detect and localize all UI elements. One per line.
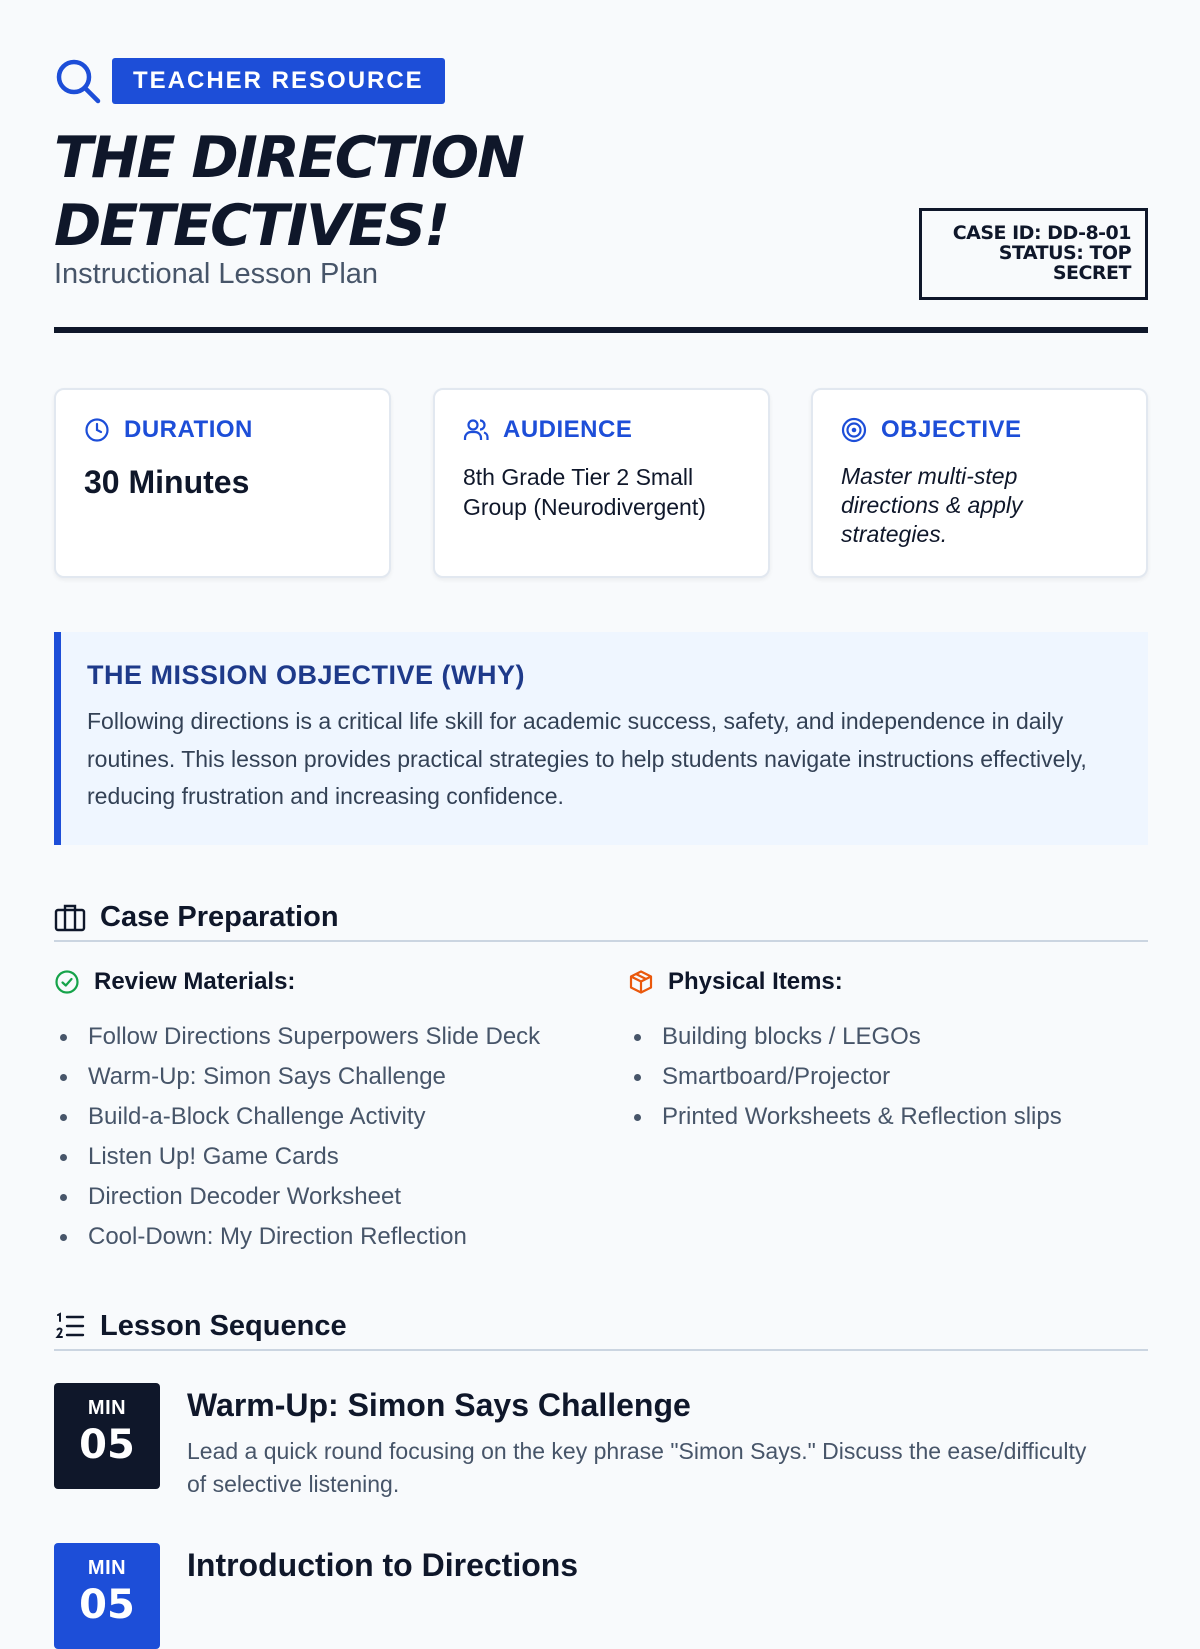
- review-materials-list: [54, 1017, 540, 1257]
- objective-card: [811, 388, 1148, 578]
- case-preparation-title: Case Preparation: [100, 900, 339, 933]
- title-line-1: THE DIRECTION: [54, 125, 523, 191]
- duration-card-header: [84, 416, 361, 444]
- audience-value: 8th Grade Tier 2 Small Group (Neurodivergent): [463, 464, 706, 520]
- list-item: Smartboard/Projector: [628, 1057, 1062, 1097]
- review-materials-heading: [54, 968, 295, 996]
- audience-card-header: [463, 416, 740, 444]
- case-preparation-heading: [54, 894, 1148, 942]
- list-item: Building blocks / LEGOs: [628, 1017, 1062, 1057]
- target-icon: [841, 417, 867, 443]
- mission-objective-callout: [54, 632, 1148, 845]
- physical-items-label: Physical Items:: [668, 968, 843, 995]
- physical-items-heading: [628, 968, 843, 996]
- physical-items-list: [628, 1017, 1062, 1137]
- lesson-sequence-title: Lesson Sequence: [100, 1309, 347, 1342]
- users-icon: [463, 417, 489, 443]
- check-circle-icon: [54, 969, 80, 995]
- box-icon: [628, 969, 654, 995]
- audience-label: AUDIENCE: [503, 416, 633, 443]
- list-item: Listen Up! Game Cards: [54, 1137, 540, 1177]
- list-item: Cool-Down: My Direction Reflection: [54, 1217, 540, 1257]
- review-materials-label: Review Materials:: [94, 968, 296, 995]
- lesson-sequence-heading: [54, 1303, 1148, 1351]
- header-divider: [54, 327, 1148, 333]
- search-icon: [54, 57, 102, 105]
- duration-label: DURATION: [124, 416, 253, 443]
- header-top-row: [54, 57, 445, 105]
- step-description: Lead a quick round focusing on the key phrase "Simon Says." Discuss the ease/difficulty of selective listening.: [187, 1438, 1087, 1497]
- objective-label: OBJECTIVE: [881, 416, 1022, 443]
- page-subtitle: Instructional Lesson Plan: [54, 258, 379, 290]
- mission-heading: THE MISSION OBJECTIVE (WHY): [87, 660, 526, 690]
- step-title: Warm-Up: Simon Says Challenge: [187, 1387, 691, 1423]
- numbered-list-icon: [54, 1310, 86, 1342]
- mission-text: Following directions is a critical life skill for academic success, safety, and independence in daily routines. This lesson provides practical strategies to help students navigate instructions effectively, reducing frustration and increasing confidence.: [87, 708, 1087, 809]
- minutes-label: MIN: [87, 1397, 127, 1419]
- minutes-badge: [54, 1383, 160, 1489]
- case-id-stamp: [919, 208, 1148, 300]
- list-item: Direction Decoder Worksheet: [54, 1177, 540, 1217]
- list-item: Warm-Up: Simon Says Challenge: [54, 1057, 540, 1097]
- case-status-line-2: SECRET: [1052, 262, 1131, 284]
- step-title: Introduction to Directions: [187, 1547, 579, 1583]
- audience-card: [433, 388, 770, 578]
- minutes-badge: [54, 1543, 160, 1649]
- title-line-2: DETECTIVES!: [54, 193, 449, 259]
- minutes-label: MIN: [87, 1557, 127, 1579]
- objective-card-header: [841, 416, 1118, 444]
- objective-value: Master multi-step directions & apply strategies.: [841, 463, 1023, 547]
- briefcase-icon: [54, 901, 86, 933]
- case-id: CASE ID: DD-8-01: [952, 222, 1131, 244]
- list-item: Follow Directions Superpowers Slide Deck: [54, 1017, 540, 1057]
- duration-card: [54, 388, 391, 578]
- duration-value: 30 Minutes: [84, 464, 250, 500]
- minutes-value: 05: [79, 1582, 135, 1628]
- list-item: Build-a-Block Challenge Activity: [54, 1097, 540, 1137]
- list-item: Printed Worksheets & Reflection slips: [628, 1097, 1062, 1137]
- clock-icon: [84, 417, 110, 443]
- minutes-value: 05: [79, 1422, 135, 1468]
- case-status-line-1: STATUS: TOP: [998, 242, 1131, 264]
- teacher-resource-badge: TEACHER RESOURCE: [112, 58, 445, 104]
- page-title: [54, 124, 754, 260]
